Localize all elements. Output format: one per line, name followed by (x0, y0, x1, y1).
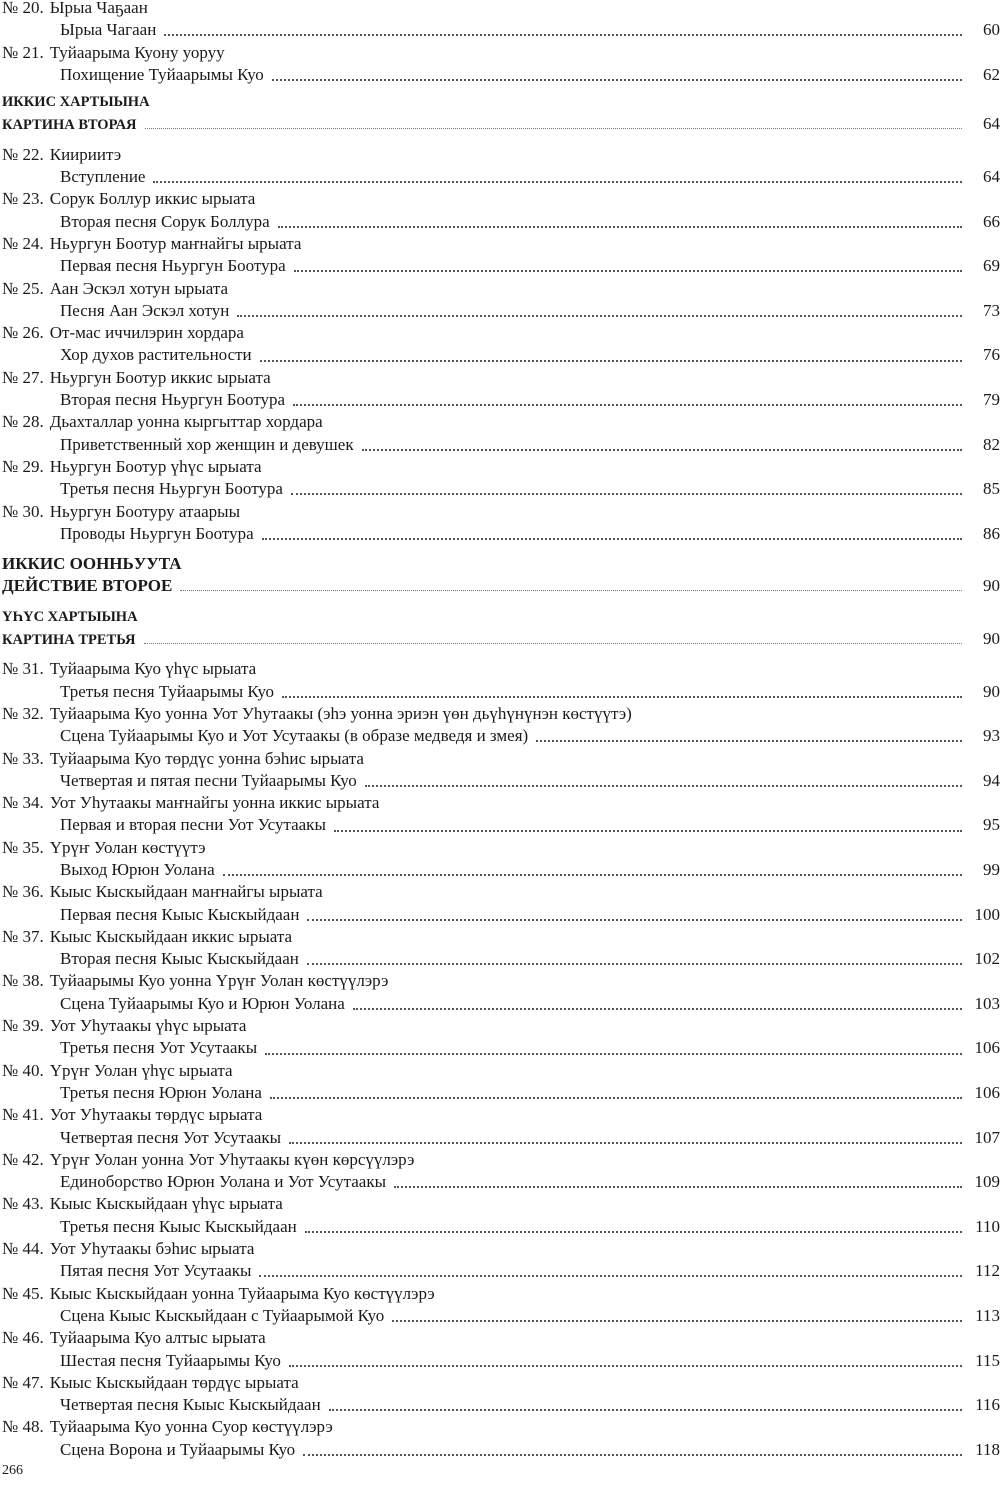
toc-entry (2, 367, 1000, 412)
entry-subtitle: Единоборство Юрюн Уолана и Уот Усутаакы (60, 1172, 386, 1192)
entry-subtitle: Третья песня Уот Усутаакы (60, 1038, 258, 1058)
entry-page: 107 (974, 1127, 1000, 1147)
entry-subtitle-line (2, 725, 1000, 747)
entry-subtitle: Вступление (60, 167, 146, 187)
entry-number: № 41. (2, 1105, 44, 1125)
toc-entry (2, 411, 1000, 456)
toc-heading (2, 606, 1000, 651)
entry-number: № 45. (2, 1283, 44, 1303)
entry-number: № 31. (2, 659, 44, 679)
toc-heading (2, 553, 1000, 598)
entry-number: № 40. (2, 1060, 44, 1080)
page-number: 266 (2, 1463, 23, 1478)
entry-subtitle: Песня Аан Эскэл хотун (60, 300, 230, 320)
entry-title-line (2, 970, 1000, 992)
entry-page: 90 (983, 681, 1000, 701)
dot-leader (305, 1231, 962, 1233)
entry-title: Кыыс Кыскыйдаан уонна Туйаарыма Куо көстүүлэрэ (49, 1283, 435, 1303)
entry-subtitle-line (2, 1439, 1000, 1461)
toc-entry (2, 1060, 1000, 1105)
entry-title: Кыыс Кыскыйдаан иккис ырыата (49, 926, 293, 946)
heading-page: 90 (983, 576, 1000, 596)
entry-subtitle-line (2, 1394, 1000, 1416)
toc-entry (2, 881, 1000, 926)
toc-entry (2, 322, 1000, 367)
entry-number: № 32. (2, 703, 44, 723)
entry-number: № 39. (2, 1016, 44, 1036)
heading-subtitle-line (2, 575, 1000, 597)
entry-number: № 36. (2, 882, 44, 902)
entry-title-line (2, 411, 1000, 433)
entry-title-line (2, 1327, 1000, 1349)
entry-title-line (2, 1193, 1000, 1215)
entry-title-line (2, 188, 1000, 210)
heading-line (2, 91, 1000, 113)
entry-page: 69 (983, 256, 1000, 276)
entry-page: 62 (983, 64, 1000, 84)
toc-entry (2, 0, 1000, 42)
entry-subtitle: Вторая песня Сорук Боллура (60, 211, 270, 231)
entry-subtitle: Ырыа Чагаан (60, 20, 157, 40)
entry-title-line (2, 322, 1000, 344)
entry-title: Туйаарыма Куо уонна Уот Уһутаакы (эһэ уонна эриэн үөн дьүһүнүнэн көстүүтэ) (49, 703, 632, 723)
entry-number: № 22. (2, 144, 44, 164)
entry-subtitle: Третья песня Туйаарымы Куо (60, 681, 275, 701)
entry-subtitle: Вторая песня Ньургун Боотура (60, 390, 286, 410)
entry-subtitle-line (2, 859, 1000, 881)
entry-page: 115 (975, 1350, 1000, 1370)
entry-title: Ньургун Боотур үһүс ырыата (49, 456, 262, 476)
toc-entry (2, 1327, 1000, 1372)
dot-leader (294, 270, 962, 272)
dot-leader (237, 315, 962, 317)
dot-leader (272, 79, 962, 81)
entry-page: 85 (983, 479, 1000, 499)
entry-title: Үрүҥ Уолан үһүс ырыата (49, 1060, 233, 1080)
entry-subtitle-line (2, 19, 1000, 41)
heading-title: ҮҺҮС ХАРТЫЫНА (2, 608, 138, 625)
entry-subtitle-line (2, 814, 1000, 836)
toc-entry (2, 42, 1000, 87)
entry-subtitle-line (2, 1171, 1000, 1193)
entry-title: Ньургун Боотуру атаарыы (49, 501, 241, 521)
entry-title-line (2, 144, 1000, 166)
dot-leader (307, 919, 962, 921)
entry-subtitle-line (2, 166, 1000, 188)
entry-number: № 48. (2, 1417, 44, 1437)
entry-subtitle-line (2, 434, 1000, 456)
entry-title: Ньургун Боотур маҥнайгы ырыата (49, 233, 302, 253)
entry-subtitle-line (2, 1082, 1000, 1104)
entry-subtitle: Сцена Кыыс Кыскыйдаан с Туйаарымой Куо (60, 1305, 385, 1325)
entry-title: Кыыс Кыскыйдаан төрдүс ырыата (49, 1372, 299, 1392)
dot-leader (394, 1186, 962, 1188)
entry-page: 103 (974, 993, 1000, 1013)
dot-leader (270, 1097, 962, 1099)
entry-number: № 38. (2, 971, 44, 991)
entry-title-line (2, 1238, 1000, 1260)
entry-subtitle-line (2, 64, 1000, 86)
entry-page: 112 (975, 1261, 1000, 1281)
dot-leader (303, 1454, 962, 1456)
toc-entry (2, 1193, 1000, 1238)
toc-entry (2, 1416, 1000, 1461)
entry-number: № 30. (2, 501, 44, 521)
entry-subtitle: Похищение Туйаарымы Куо (60, 64, 264, 84)
entry-subtitle: Сцена Ворона и Туйаарымы Куо (60, 1439, 296, 1459)
entry-title-line (2, 658, 1000, 680)
entry-title: Ньургун Боотур иккис ырыата (49, 367, 271, 387)
entry-subtitle: Сцена Туйаарымы Куо и Юрюн Уолана (60, 993, 345, 1013)
heading-subtitle: КАРТИНА ТРЕТЬЯ (2, 632, 136, 649)
dot-leader (334, 830, 962, 832)
entry-title-line (2, 501, 1000, 523)
entry-page: 118 (975, 1439, 1000, 1459)
entry-subtitle: Четвертая песня Уот Усутаакы (60, 1127, 282, 1147)
dot-leader (392, 1320, 962, 1322)
entry-number: № 43. (2, 1194, 44, 1214)
entry-title: Уот Уһутаакы төрдүс ырыата (49, 1105, 263, 1125)
entry-subtitle-line (2, 770, 1000, 792)
dot-leader (259, 1275, 962, 1277)
entry-subtitle-line (2, 344, 1000, 366)
entry-title-line (2, 881, 1000, 903)
entry-subtitle: Вторая песня Кыыс Кыскыйдаан (60, 949, 299, 969)
entry-number: № 42. (2, 1149, 44, 1169)
entry-subtitle-line (2, 1260, 1000, 1282)
dot-leader (265, 1053, 962, 1055)
entry-number: № 46. (2, 1328, 44, 1348)
entry-subtitle-line (2, 389, 1000, 411)
entry-subtitle: Шестая песня Туйаарымы Куо (60, 1350, 281, 1370)
entry-page: 93 (983, 726, 1000, 746)
entry-page: 86 (983, 523, 1000, 543)
entry-subtitle: Сцена Туйаарымы Куо и Уот Усутаакы (в образе медведя и змея) (60, 726, 529, 746)
entry-subtitle: Первая песня Ньургун Боотура (60, 256, 286, 276)
entry-title: Туйаарыма Куо алтыс ырыата (49, 1328, 266, 1348)
entry-title-line (2, 748, 1000, 770)
entry-number: № 35. (2, 837, 44, 857)
toc-entry (2, 792, 1000, 837)
entry-subtitle: Приветственный хор женщин и девушек (60, 434, 354, 454)
toc-entry (2, 456, 1000, 501)
entry-subtitle: Проводы Ньургун Боотура (60, 523, 254, 543)
entry-title: Уот Уһутаакы үһүс ырыата (49, 1016, 247, 1036)
heading-subtitle-line (2, 628, 1000, 650)
entry-subtitle-line (2, 1037, 1000, 1059)
entry-number: № 47. (2, 1372, 44, 1392)
entry-subtitle: Третья песня Юрюн Уолана (60, 1082, 262, 1102)
entry-page: 79 (983, 390, 1000, 410)
entry-subtitle-line (2, 948, 1000, 970)
entry-title-line (2, 367, 1000, 389)
entry-number: № 21. (2, 42, 44, 62)
entry-title-line (2, 278, 1000, 300)
entry-page: 82 (983, 434, 1000, 454)
dot-leader (293, 404, 962, 406)
entry-title-line (2, 703, 1000, 725)
entry-title: Аан Эскэл хотун ырыата (49, 278, 229, 298)
entry-title: Киириитэ (49, 144, 122, 164)
entry-subtitle-line (2, 904, 1000, 926)
entry-subtitle: Третья песня Ньургун Боотура (60, 479, 283, 499)
entry-subtitle: Хор духов растительности (60, 345, 252, 365)
entry-page: 60 (983, 20, 1000, 40)
entry-number: № 20. (2, 0, 44, 17)
entry-title-line (2, 792, 1000, 814)
toc-entry (2, 188, 1000, 233)
dot-leader (329, 1409, 962, 1411)
heading-subtitle-line (2, 113, 1000, 135)
heading-title: ИККИС ХАРТЫЫНА (2, 94, 150, 111)
entry-subtitle-line (2, 523, 1000, 545)
toc-entry (2, 1015, 1000, 1060)
entry-title: Сорук Боллур иккис ырыата (49, 189, 256, 209)
entry-title-line (2, 926, 1000, 948)
entry-subtitle: Первая песня Кыыс Кыскыйдаан (60, 904, 300, 924)
toc-entry (2, 1238, 1000, 1283)
toc-entry (2, 748, 1000, 793)
entry-page: 95 (983, 815, 1000, 835)
entry-subtitle-line (2, 1127, 1000, 1149)
entry-title: Туйаарыма Куо уонна Суор көстүүлэрэ (49, 1417, 333, 1437)
dot-leader (278, 226, 962, 228)
entry-title: Кыыс Кыскыйдаан үһүс ырыата (49, 1194, 283, 1214)
dot-leader (353, 1008, 962, 1010)
entry-page: 113 (975, 1305, 1000, 1325)
toc-entry (2, 501, 1000, 546)
entry-number: № 24. (2, 233, 44, 253)
heading-page: 90 (983, 629, 1000, 649)
dot-leader (291, 493, 962, 495)
entry-title: Туйаарымы Куо уонна Үрүҥ Уолан көстүүлэрэ (49, 971, 389, 991)
toc-entry (2, 658, 1000, 703)
entry-number: № 25. (2, 278, 44, 298)
entry-number: № 44. (2, 1239, 44, 1259)
entry-title: Ырыа Чаҕаан (49, 0, 148, 17)
dot-leader (282, 696, 962, 698)
entry-subtitle-line (2, 478, 1000, 500)
toc-entry (2, 970, 1000, 1015)
entry-number: № 28. (2, 412, 44, 432)
entry-title: Уот Уһутаакы маҥнайгы уонна иккис ырыата (49, 793, 380, 813)
entry-subtitle-line (2, 211, 1000, 233)
entry-title: Туйаарыма Куо үһүс ырыата (49, 659, 257, 679)
entry-page: 102 (974, 949, 1000, 969)
entry-number: № 23. (2, 189, 44, 209)
entry-title-line (2, 1416, 1000, 1438)
entry-page: 64 (983, 167, 1000, 187)
toc-entry (2, 837, 1000, 882)
toc-heading (2, 91, 1000, 136)
dot-leader (536, 740, 962, 742)
entry-title: От-мас иччилэрин хордара (49, 323, 244, 343)
entry-number: № 27. (2, 367, 44, 387)
entry-title-line (2, 1104, 1000, 1126)
dot-leader (260, 360, 962, 362)
entry-page: 99 (983, 859, 1000, 879)
toc-entry (2, 703, 1000, 748)
entry-subtitle: Третья песня Кыыс Кыскыйдаан (60, 1216, 297, 1236)
toc-entry (2, 1149, 1000, 1194)
toc-entry (2, 144, 1000, 189)
entry-title-line (2, 233, 1000, 255)
entry-title-line (2, 1015, 1000, 1037)
dot-leader (223, 874, 962, 876)
entry-title: Үрүҥ Уолан көстүүтэ (49, 837, 206, 857)
heading-line (2, 606, 1000, 628)
entry-subtitle: Пятая песня Уот Усутаакы (60, 1261, 252, 1281)
entry-title-line (2, 0, 1000, 19)
entry-title: Кыыс Кыскыйдаан маҥнайгы ырыата (49, 882, 323, 902)
entry-subtitle-line (2, 1350, 1000, 1372)
entry-page: 106 (974, 1038, 1000, 1058)
entry-subtitle-line (2, 1216, 1000, 1238)
entry-page: 100 (974, 904, 1000, 924)
table-of-contents (2, 0, 1000, 1461)
dot-leader (289, 1142, 962, 1144)
entry-page: 76 (983, 345, 1000, 365)
dot-leader (145, 128, 962, 129)
entry-title: Туйаарыма Куо төрдүс уонна бэһис ырыата (49, 748, 364, 768)
entry-title: Уот Уһутаакы бэһис ырыата (49, 1239, 255, 1259)
entry-subtitle: Четвертая и пятая песни Туйаарымы Куо (60, 770, 357, 790)
dot-leader (365, 785, 962, 787)
heading-subtitle: ДЕЙСТВИЕ ВТОРОЕ (2, 576, 173, 596)
heading-subtitle: КАРТИНА ВТОРАЯ (2, 117, 137, 134)
entry-page: 116 (975, 1395, 1000, 1415)
entry-page: 106 (974, 1082, 1000, 1102)
entry-subtitle: Выход Юрюн Уолана (60, 859, 215, 879)
entry-number: № 26. (2, 323, 44, 343)
toc-entry (2, 926, 1000, 971)
entry-title: Үрүҥ Уолан уонна Уот Уһутаакы күөн көрсүүлэрэ (49, 1149, 415, 1169)
entry-title-line (2, 1372, 1000, 1394)
entry-subtitle-line (2, 1305, 1000, 1327)
entry-number: № 29. (2, 456, 44, 476)
entry-title-line (2, 1149, 1000, 1171)
entry-subtitle-line (2, 255, 1000, 277)
entry-number: № 33. (2, 748, 44, 768)
entry-page: 73 (983, 300, 1000, 320)
entry-page: 109 (974, 1172, 1000, 1192)
dot-leader (144, 643, 962, 644)
dot-leader (153, 181, 962, 183)
entry-page: 110 (975, 1216, 1000, 1236)
entry-title-line (2, 837, 1000, 859)
dot-leader (180, 590, 962, 591)
dot-leader (307, 963, 962, 965)
entry-subtitle-line (2, 681, 1000, 703)
entry-subtitle: Первая и вторая песни Уот Усутаакы (60, 815, 326, 835)
entry-subtitle-line (2, 300, 1000, 322)
entry-title: Туйаарыма Куону уоруу (49, 42, 225, 62)
toc-entry (2, 1104, 1000, 1149)
toc-entry (2, 1283, 1000, 1328)
dot-leader (362, 449, 962, 451)
entry-page: 66 (983, 211, 1000, 231)
entry-page: 94 (983, 770, 1000, 790)
entry-subtitle: Четвертая песня Кыыс Кыскыйдаан (60, 1395, 321, 1415)
heading-page: 64 (983, 114, 1000, 134)
toc-entry (2, 1372, 1000, 1417)
entry-title-line (2, 456, 1000, 478)
entry-title-line (2, 42, 1000, 64)
entry-number: № 34. (2, 793, 44, 813)
entry-subtitle-line (2, 993, 1000, 1015)
entry-number: № 37. (2, 926, 44, 946)
entry-title: Дьахталлар уонна кыргыттар хордара (49, 412, 323, 432)
entry-title-line (2, 1060, 1000, 1082)
entry-title-line (2, 1283, 1000, 1305)
toc-entry (2, 233, 1000, 278)
dot-leader (164, 34, 962, 36)
heading-line (2, 553, 1000, 575)
toc-entry (2, 278, 1000, 323)
dot-leader (289, 1365, 962, 1367)
dot-leader (262, 538, 962, 540)
heading-title: ИККИС ООННЬУУТА (2, 554, 182, 574)
